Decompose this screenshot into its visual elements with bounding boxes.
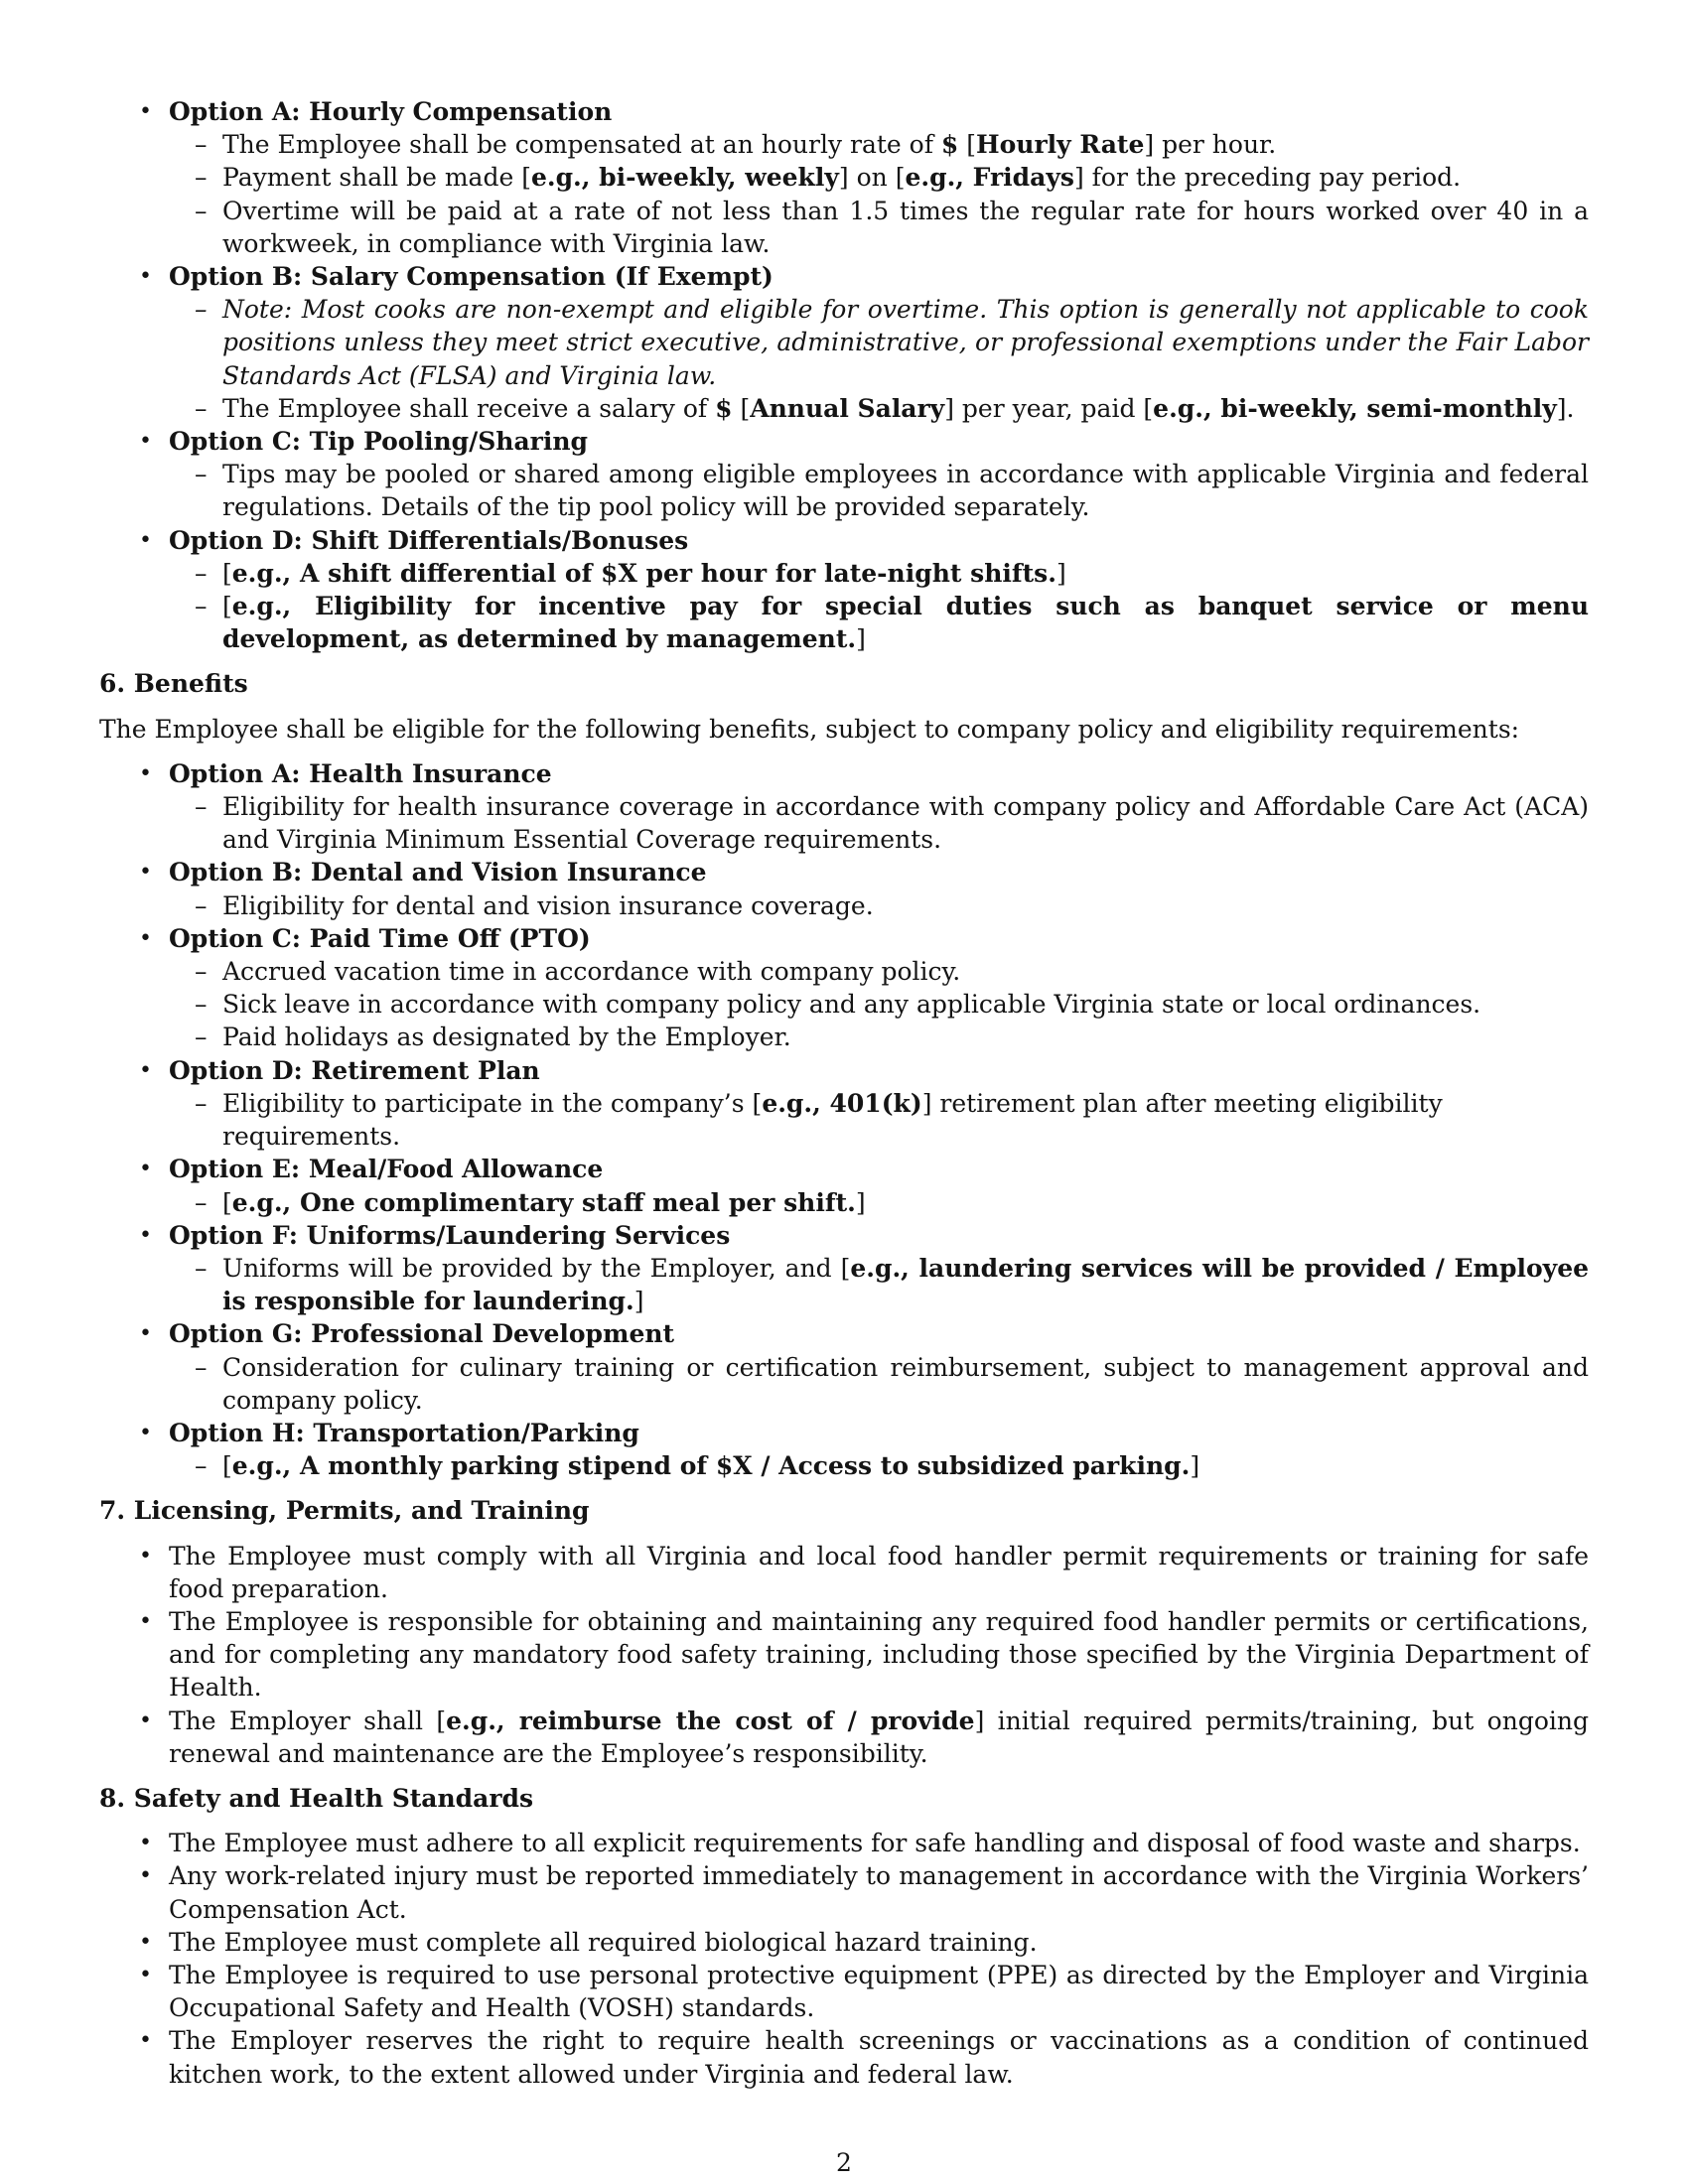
option-title: Option D: Retirement Plan <box>169 1055 540 1085</box>
section-heading-benefits: 6. Benefits <box>99 669 248 699</box>
section-heading-safety: 8. Safety and Health Standards <box>99 1783 534 1813</box>
option-title: Option A: Hourly Compensation <box>169 97 613 126</box>
document-page <box>99 95 1589 2091</box>
list-item <box>99 856 1589 921</box>
option-title: Option E: Meal/Food Allowance <box>169 1155 604 1184</box>
safety-list <box>99 1827 1589 2091</box>
benefits-options-list <box>99 757 1589 1482</box>
option-title: Option C: Tip Pooling/Sharing <box>169 427 588 457</box>
sub-item: – The Employee shall receive a salary of $ [Annual Salary] per year, paid [e.g., bi-weekly, semi-monthly]. <box>195 392 1589 425</box>
list-item <box>99 425 1589 524</box>
sub-item: – Consideration for culinary training or certification reimbursement, subject to management approval and company policy. <box>195 1351 1589 1417</box>
licensing-list <box>99 1540 1589 1770</box>
sub-item: – Tips may be pooled or shared among eligible employees in accordance with applicable Virginia and federal regulations. Details of the tip pool policy will be provided separately. <box>195 458 1589 523</box>
list-item <box>99 922 1589 1054</box>
sub-item: – Eligibility for dental and vision insurance coverage. <box>195 889 1589 922</box>
sub-item: – Uniforms will be provided by the Employer, and [e.g., laundering services will be provided / Employee is responsible for laundering.] <box>195 1252 1589 1317</box>
option-title: Option C: Paid Time Off (PTO) <box>169 923 591 953</box>
sub-item: – Sick leave in accordance with company policy and any applicable Virginia state or local ordinances. <box>195 988 1589 1021</box>
list-item: • The Employee must comply with all Virginia and local food handler permit requirements or training for safe food preparation. <box>99 1540 1589 1605</box>
list-item <box>99 1317 1589 1417</box>
list-item: • Any work-related injury must be reported immediately to management in accordance with the Virginia Workers’ Compensation Act. <box>99 1859 1589 1925</box>
list-item <box>99 1153 1589 1218</box>
list-item <box>99 95 1589 260</box>
compensation-options-list <box>99 95 1589 655</box>
option-title: Option B: Dental and Vision Insurance <box>169 858 707 887</box>
benefits-intro: The Employee shall be eligible for the following benefits, subject to company policy and eligibility requirements: <box>99 714 1520 744</box>
list-item <box>99 524 1589 656</box>
list-item: • The Employer reserves the right to require health screenings or vaccinations as a condition of continued kitchen work, to the extent allowed under Virginia and federal law. <box>99 2024 1589 2090</box>
list-item <box>99 1054 1589 1154</box>
sub-item: – [e.g., A monthly parking stipend of $X / Access to subsidized parking.] <box>195 1449 1589 1482</box>
list-item: • The Employee must complete all required biological hazard training. <box>99 1926 1589 1959</box>
sub-item: – Accrued vacation time in accordance with company policy. <box>195 955 1589 988</box>
sub-item: – Payment shall be made [e.g., bi-weekly, weekly] on [e.g., Fridays] for the preceding pay period. <box>195 161 1589 194</box>
option-title: Option F: Uniforms/Laundering Services <box>169 1220 731 1250</box>
sub-item: – Paid holidays as designated by the Employer. <box>195 1021 1589 1053</box>
list-item: • The Employer shall [e.g., reimburse the cost of / provide] initial required permits/training, but ongoing renewal and maintenance are the Employee’s responsibility. <box>99 1705 1589 1770</box>
sub-item: – Eligibility to participate in the company’s [e.g., 401(k)] retirement plan after meeting eligibility requirements. <box>195 1087 1589 1153</box>
sub-item: – Eligibility for health insurance coverage in accordance with company policy and Affordable Care Act (ACA) and Virginia Minimum Essential Coverage requirements. <box>195 790 1589 856</box>
list-item: • The Employee is responsible for obtaining and maintaining any required food handler permits or certifications, and for completing any mandatory food safety training, including those specified by the Virginia Department of Health. <box>99 1605 1589 1705</box>
section-heading-licensing: 7. Licensing, Permits, and Training <box>99 1496 590 1526</box>
option-title: Option B: Salary Compensation (If Exempt) <box>169 262 774 292</box>
option-title: Option D: Shift Differentials/Bonuses <box>169 525 689 555</box>
sub-item: – The Employee shall be compensated at an hourly rate of $ [Hourly Rate] per hour. <box>195 128 1589 161</box>
sub-item: – Overtime will be paid at a rate of not less than 1.5 times the regular rate for hours worked over 40 in a workweek, in compliance with Virginia law. <box>195 195 1589 260</box>
list-item <box>99 1417 1589 1482</box>
sub-item: – [e.g., Eligibility for incentive pay for special duties such as banquet service or menu development, as determined by management.] <box>195 590 1589 655</box>
list-item <box>99 757 1589 857</box>
sub-item: – [e.g., A shift differential of $X per hour for late-night shifts.] <box>195 557 1589 590</box>
option-title: Option H: Transportation/Parking <box>169 1418 639 1447</box>
list-item <box>99 1219 1589 1318</box>
list-item <box>99 260 1589 425</box>
sub-item: – [e.g., One complimentary staff meal per shift.] <box>195 1186 1589 1219</box>
page-number: 2 <box>836 2148 852 2177</box>
list-item: • The Employee must adhere to all explicit requirements for safe handling and disposal of food waste and sharps. <box>99 1827 1589 1859</box>
option-title: Option A: Health Insurance <box>169 758 552 788</box>
option-title: Option G: Professional Development <box>169 1319 675 1349</box>
list-item: • The Employee is required to use personal protective equipment (PPE) as directed by the Employer and Virginia Occupational Safety and Health (VOSH) standards. <box>99 1959 1589 2024</box>
sub-item: – Note: Most cooks are non-exempt and eligible for overtime. This option is generally not applicable to cook positions unless they meet strict executive, administrative, or professional exemptions under the Fair Labor Standards Act (FLSA) and Virginia law. <box>195 293 1589 392</box>
